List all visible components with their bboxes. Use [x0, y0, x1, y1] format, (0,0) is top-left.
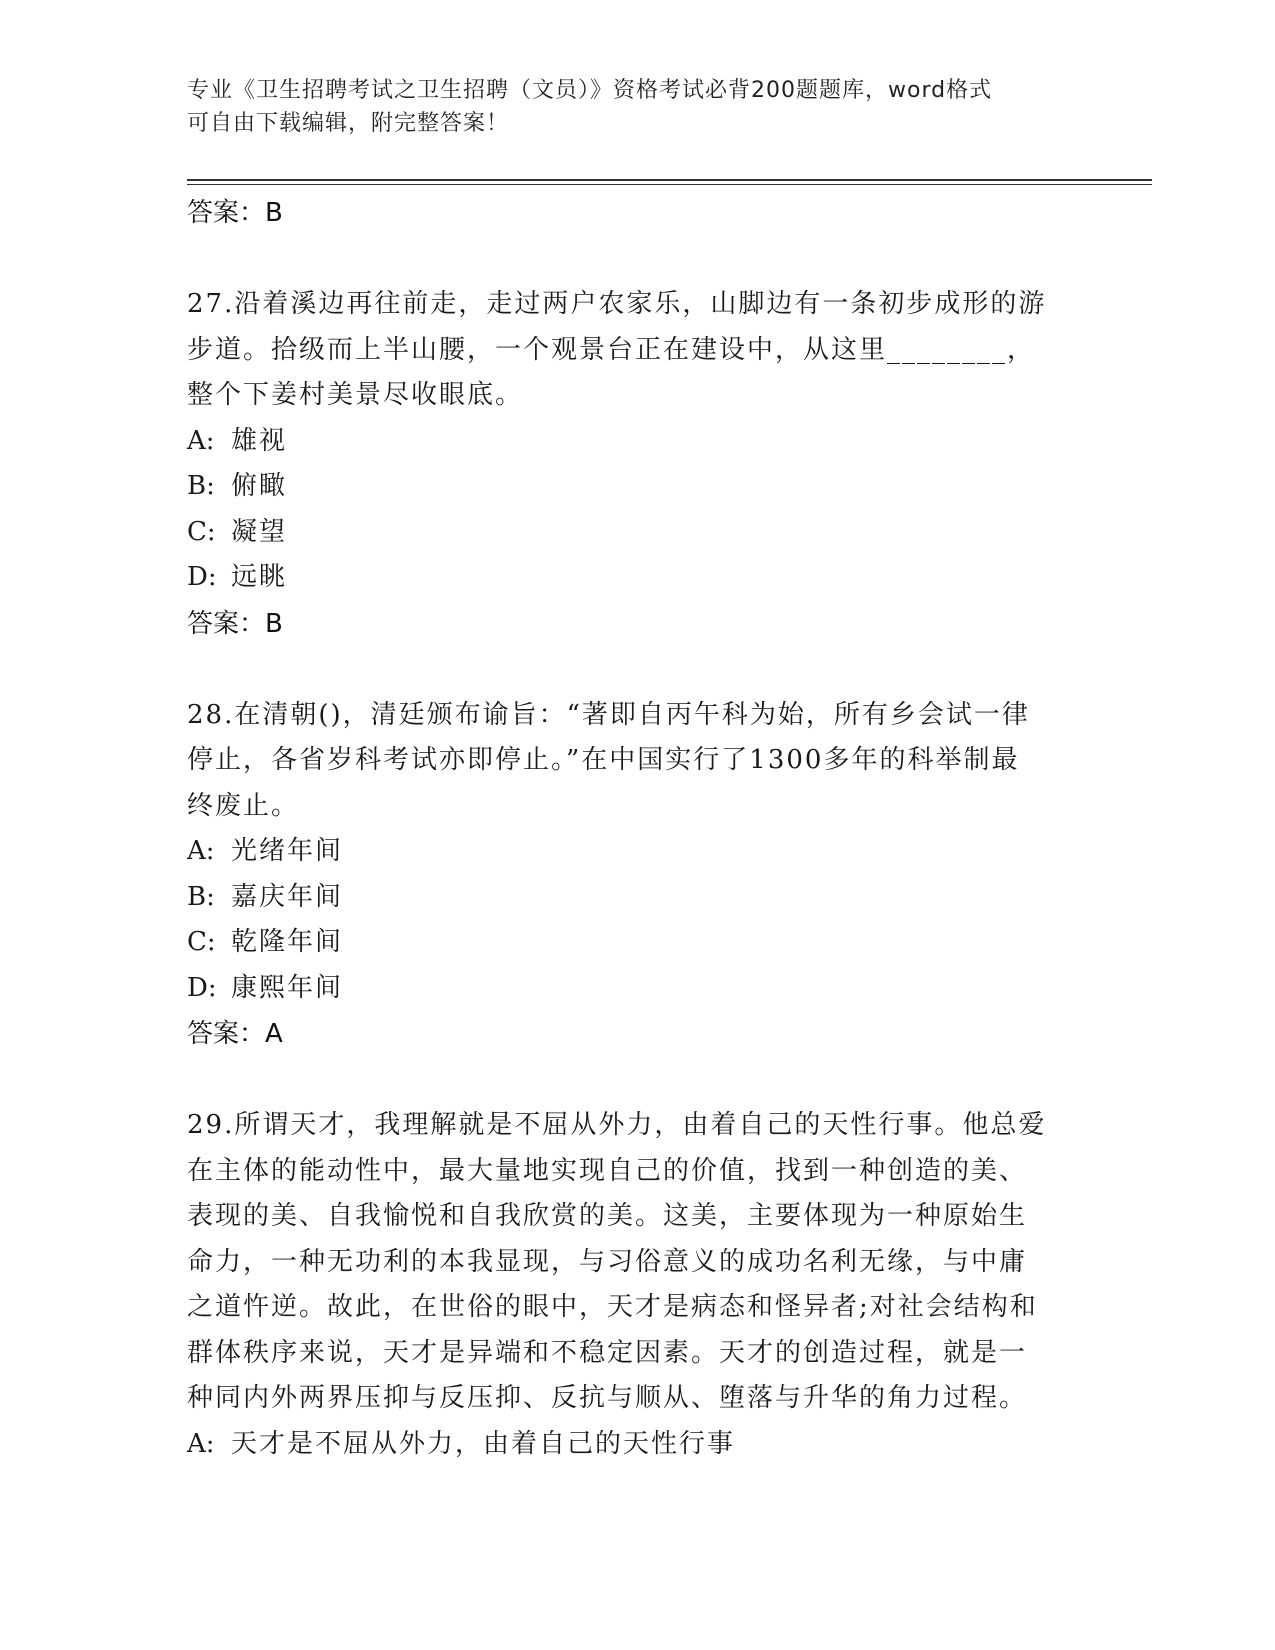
question-stem-line: 群体秩序来说，天才是异端和不稳定因素。天才的创造过程，就是一	[187, 1337, 1028, 1368]
header-divider-thin	[187, 184, 1152, 185]
question-stem-line: 命力，一种无功利的本我显现，与习俗意义的成功名利无缘，与中庸	[187, 1246, 1028, 1277]
question-stem-line: 表现的美、自我愉悦和自我欣赏的美。这美，主要体现为一种原始生	[187, 1201, 1028, 1231]
answer-line: 答案：B	[187, 608, 283, 639]
option-letter: A:	[187, 1428, 215, 1459]
question-block	[187, 282, 1087, 647]
option-letter: B:	[187, 471, 215, 501]
question-stem-line: 停止，各省岁科考试亦即停止。”在中国实行了1300多年的科举制最	[187, 745, 1020, 775]
option-text: 远眺	[231, 562, 288, 592]
question-stem-line: 在主体的能动性中，最大量地实现自己的价值，找到一种创造的美、	[187, 1155, 1028, 1186]
question-stem-line: 之道忤逆。故此，在世俗的眼中，天才是病态和怪异者;对社会结构和	[187, 1292, 1038, 1322]
question-block	[187, 693, 1087, 1058]
option-letter: C:	[187, 516, 216, 547]
option-text: 嘉庆年间	[231, 881, 344, 912]
question-stem-line: 29.所谓天才，我理解就是不屈从外力，由着自己的天性行事。他总爱	[187, 1110, 1047, 1140]
question-block	[187, 1103, 1087, 1467]
option-letter: D:	[187, 972, 217, 1003]
header-line-1: 专业《卫生招聘考试之卫生招聘（文员）》资格考试必背200题题库，word格式	[187, 78, 993, 103]
option-c	[187, 920, 1087, 966]
option-letter: D:	[187, 562, 217, 592]
option-text: 康熙年间	[231, 972, 344, 1003]
option-b	[187, 464, 1087, 510]
header-divider-thick	[187, 179, 1152, 181]
header-line-2: 可自由下载编辑，附完整答案！	[187, 111, 510, 136]
option-a	[187, 1422, 1087, 1468]
option-a	[187, 419, 1087, 465]
question-stem-line: 28.在清朝()，清廷颁布谕旨：“著即自丙午科为始，所有乡会试一律	[187, 699, 1030, 730]
option-c	[187, 510, 1087, 556]
option-text: 凝望	[231, 516, 288, 547]
option-d	[187, 555, 1087, 601]
question-stem-line: 种同内外两界压抑与反压抑、反抗与顺从、堕落与升华的角力过程。	[187, 1383, 1028, 1413]
option-b	[187, 875, 1087, 921]
option-d	[187, 966, 1087, 1012]
answer-line: 答案：A	[187, 1019, 283, 1049]
option-text: 天才是不屈从外力，由着自己的天性行事	[231, 1428, 736, 1459]
document-body	[187, 190, 1087, 1467]
option-letter: A:	[187, 425, 215, 456]
answer-line: 答案：B	[187, 198, 283, 228]
option-letter: A:	[187, 836, 215, 866]
option-letter: B:	[187, 881, 215, 912]
option-text: 乾隆年间	[231, 927, 344, 957]
option-text: 俯瞰	[231, 471, 288, 501]
question-stem-line: 终废止。	[187, 790, 300, 821]
option-a	[187, 829, 1087, 875]
question-stem-line: 步道。拾级而上半山腰，一个观景台正在建设中，从这里________，	[187, 334, 1036, 365]
option-letter: C:	[187, 927, 216, 957]
option-text: 雄视	[231, 425, 288, 456]
document-header	[187, 74, 1067, 140]
option-text: 光绪年间	[231, 836, 344, 866]
question-stem-line: 27.沿着溪边再往前走，走过两户农家乐，山脚边有一条初步成形的游	[187, 289, 1047, 319]
question-stem-line: 整个下姜村美景尽收眼底。	[187, 380, 524, 410]
